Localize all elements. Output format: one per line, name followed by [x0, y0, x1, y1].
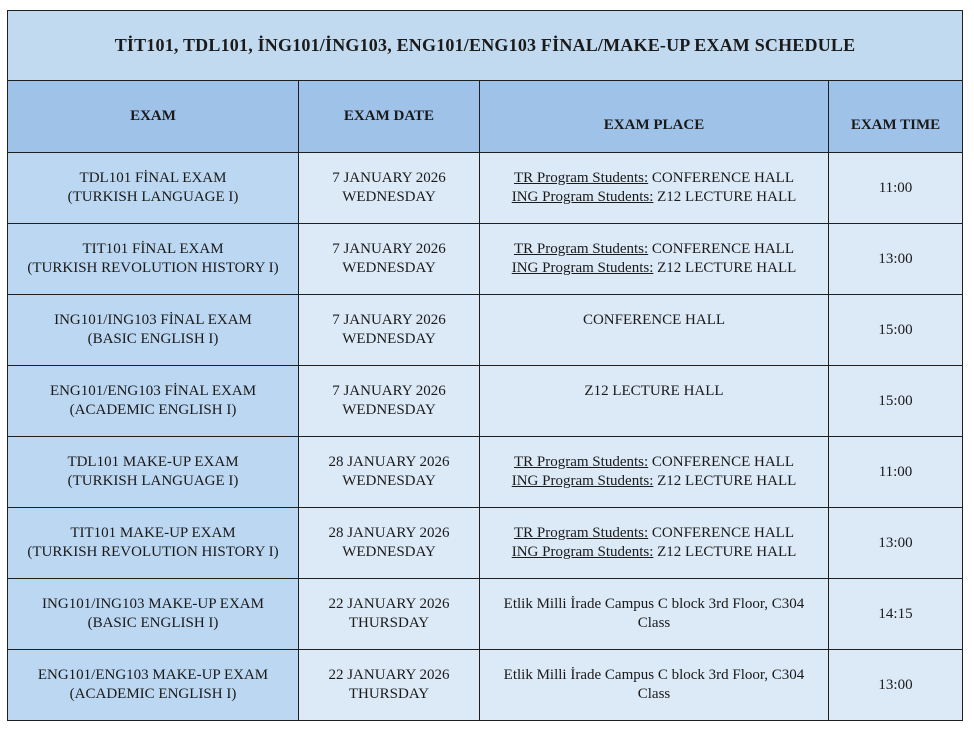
exam-schedule-document [7, 10, 962, 721]
exam-weekday: WEDNESDAY [342, 260, 436, 276]
exam-course: (TURKISH REVOLUTION HISTORY I) [27, 260, 279, 276]
place-room: Class [637, 686, 671, 702]
place-tr-line [484, 169, 824, 188]
exam-weekday: THURSDAY [348, 615, 430, 631]
table-row [8, 224, 963, 295]
exam-cell [8, 508, 299, 579]
exam-weekday: THURSDAY [348, 686, 430, 702]
exam-time: 14:15 [829, 579, 963, 650]
exam-date: 7 JANUARY 2026 [332, 170, 446, 186]
date-cell [299, 224, 480, 295]
exam-time: 11:00 [829, 437, 963, 508]
place-ing-line [484, 543, 824, 562]
table-row [8, 295, 963, 366]
exam-cell [8, 295, 299, 366]
exam-date: 7 JANUARY 2026 [332, 312, 446, 328]
exam-weekday: WEDNESDAY [342, 189, 436, 205]
exam-schedule-table [7, 10, 963, 721]
exam-weekday: WEDNESDAY [342, 331, 436, 347]
exam-cell [8, 579, 299, 650]
exam-name: ENG101/ENG103 FİNAL EXAM [49, 383, 257, 399]
title-row [8, 11, 963, 81]
exam-cell [8, 650, 299, 721]
place-tr-line [484, 524, 824, 543]
exam-time: 13:00 [829, 508, 963, 579]
exam-course: (ACADEMIC ENGLISH I) [69, 402, 237, 418]
place-tr-value: CONFERENCE HALL [648, 170, 794, 186]
place-address: Etlik Milli İrade Campus C block 3rd Floor, C304 [503, 596, 805, 612]
place-tr-label: TR Program Students: [513, 525, 649, 541]
date-cell [299, 295, 480, 366]
exam-time: 13:00 [829, 650, 963, 721]
table-row [8, 437, 963, 508]
exam-course: (ACADEMIC ENGLISH I) [69, 686, 237, 702]
exam-cell [8, 437, 299, 508]
place-ing-value: Z12 LECTURE HALL [653, 189, 797, 205]
place-address: Etlik Milli İrade Campus C block 3rd Floor, C304 [503, 667, 805, 683]
exam-date: 22 JANUARY 2026 [328, 596, 450, 612]
exam-name: ENG101/ENG103 MAKE-UP EXAM [37, 667, 269, 683]
exam-date: 7 JANUARY 2026 [332, 383, 446, 399]
exam-course: (BASIC ENGLISH I) [87, 615, 219, 631]
exam-time: 13:00 [829, 224, 963, 295]
date-cell [299, 579, 480, 650]
exam-weekday: WEDNESDAY [342, 473, 436, 489]
date-cell [299, 366, 480, 437]
table-row [8, 508, 963, 579]
place-ing-value: Z12 LECTURE HALL [653, 544, 797, 560]
place-room: Class [637, 615, 671, 631]
place-cell [480, 508, 829, 579]
exam-time: 15:00 [829, 295, 963, 366]
exam-weekday: WEDNESDAY [342, 544, 436, 560]
place-cell [480, 650, 829, 721]
place-ing-line [484, 259, 824, 278]
date-cell [299, 437, 480, 508]
exam-course: (TURKISH LANGUAGE I) [67, 189, 239, 205]
place-ing-value: Z12 LECTURE HALL [653, 473, 797, 489]
place-tr-label: TR Program Students: [513, 241, 649, 257]
exam-name: ING101/ING103 MAKE-UP EXAM [42, 596, 264, 612]
exam-course: (TURKISH REVOLUTION HISTORY I) [27, 544, 279, 560]
exam-date: 22 JANUARY 2026 [328, 667, 450, 683]
exam-place: CONFERENCE HALL [480, 295, 829, 366]
date-cell [299, 153, 480, 224]
place-tr-line [484, 453, 824, 472]
header-exam-place: EXAM PLACE [480, 81, 829, 153]
exam-date: 28 JANUARY 2026 [328, 525, 450, 541]
place-ing-label: ING Program Students: [511, 473, 654, 489]
place-cell [480, 153, 829, 224]
place-ing-line [484, 188, 824, 207]
header-exam: EXAM [8, 81, 299, 153]
exam-time: 11:00 [829, 153, 963, 224]
table-row [8, 579, 963, 650]
date-cell [299, 508, 480, 579]
place-tr-value: CONFERENCE HALL [648, 241, 794, 257]
place-ing-value: Z12 LECTURE HALL [653, 260, 797, 276]
header-exam-date: EXAM DATE [299, 81, 480, 153]
exam-cell [8, 366, 299, 437]
header-row [8, 81, 963, 153]
place-tr-label: TR Program Students: [513, 454, 649, 470]
place-cell [480, 437, 829, 508]
place-tr-label: TR Program Students: [513, 170, 649, 186]
exam-name: ING101/ING103 FİNAL EXAM [54, 312, 252, 328]
place-cell [480, 579, 829, 650]
table-row [8, 650, 963, 721]
table-row [8, 366, 963, 437]
exam-cell [8, 224, 299, 295]
exam-date: 7 JANUARY 2026 [332, 241, 446, 257]
exam-name: TDL101 MAKE-UP EXAM [67, 454, 239, 470]
place-tr-value: CONFERENCE HALL [648, 454, 794, 470]
place-cell [480, 224, 829, 295]
exam-weekday: WEDNESDAY [342, 402, 436, 418]
exam-name: TIT101 FİNAL EXAM [82, 241, 224, 257]
header-exam-time: EXAM TIME [829, 81, 963, 153]
schedule-title: TİT101, TDL101, İNG101/İNG103, ENG101/ENG103 FİNAL/MAKE-UP EXAM SCHEDULE [8, 11, 963, 81]
table-row [8, 153, 963, 224]
place-ing-line [484, 472, 824, 491]
place-ing-label: ING Program Students: [511, 544, 654, 560]
exam-name: TDL101 FİNAL EXAM [79, 170, 227, 186]
place-ing-label: ING Program Students: [511, 260, 654, 276]
place-tr-value: CONFERENCE HALL [648, 525, 794, 541]
exam-name: TIT101 MAKE-UP EXAM [70, 525, 236, 541]
exam-date: 28 JANUARY 2026 [328, 454, 450, 470]
exam-time: 15:00 [829, 366, 963, 437]
exam-cell [8, 153, 299, 224]
exam-course: (TURKISH LANGUAGE I) [67, 473, 239, 489]
exam-place: Z12 LECTURE HALL [480, 366, 829, 437]
place-tr-line [484, 240, 824, 259]
date-cell [299, 650, 480, 721]
place-ing-label: ING Program Students: [511, 189, 654, 205]
exam-course: (BASIC ENGLISH I) [87, 331, 219, 347]
